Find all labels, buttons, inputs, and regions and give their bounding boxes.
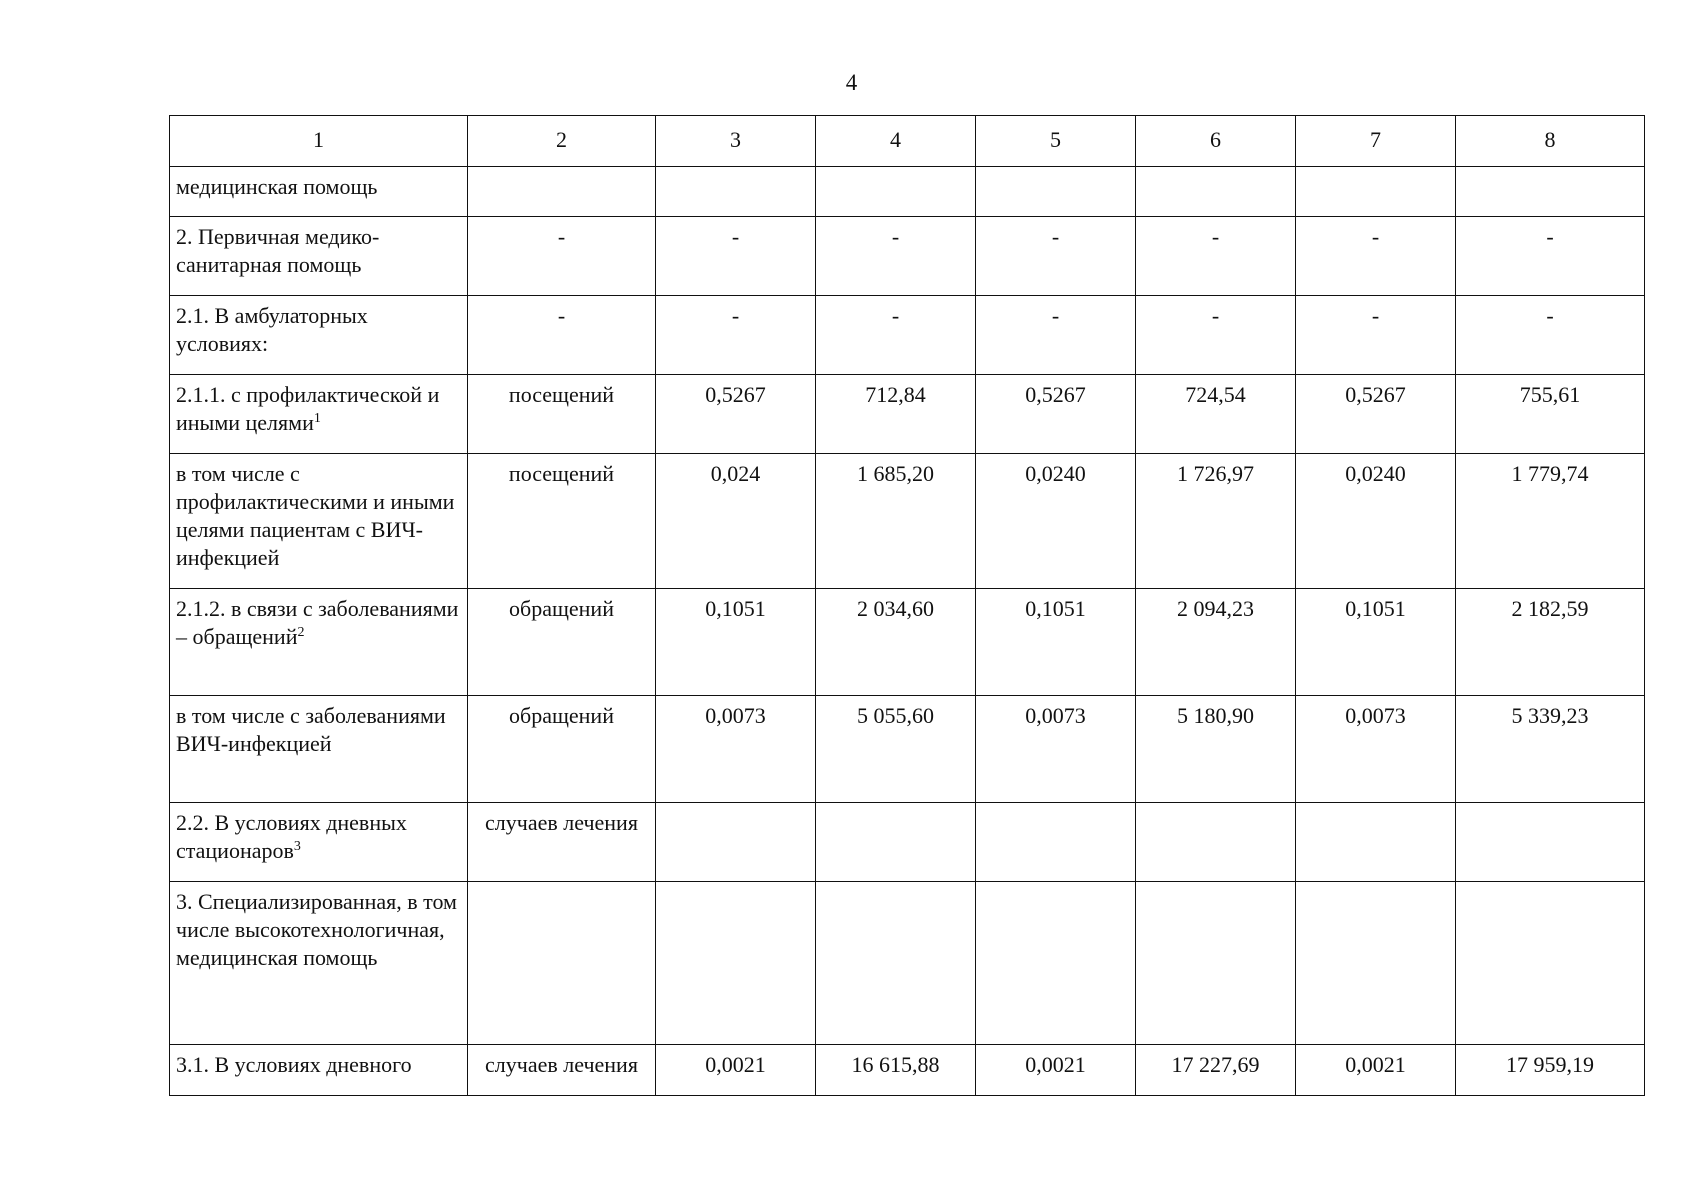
value-cell: 0,0021 <box>656 1045 816 1096</box>
value-cell: 0,1051 <box>1296 589 1456 696</box>
value-cell: - <box>976 296 1136 375</box>
value-cell: 16 615,88 <box>816 1045 976 1096</box>
value-cell: 1 779,74 <box>1456 454 1645 589</box>
unit-cell: обращений <box>468 589 656 696</box>
value-cell: 0,5267 <box>1296 375 1456 454</box>
value-cell: 724,54 <box>1136 375 1296 454</box>
row-label <box>170 296 468 375</box>
value-cell: 0,0021 <box>1296 1045 1456 1096</box>
table-row <box>170 454 1645 589</box>
table-row <box>170 167 1645 217</box>
row-label-text: в том числе с заболеваниями ВИЧ-инфекцией <box>176 703 446 756</box>
value-cell: 0,024 <box>656 454 816 589</box>
table-row <box>170 696 1645 803</box>
row-label <box>170 696 468 803</box>
table-row <box>170 217 1645 296</box>
row-label-text: 2.1.2. в связи с заболеваниями – обращений <box>176 596 459 649</box>
value-cell: 0,1051 <box>976 589 1136 696</box>
value-cell <box>656 803 816 882</box>
page-number: 4 <box>845 70 858 95</box>
value-cell <box>976 882 1136 1045</box>
value-cell: 0,5267 <box>656 375 816 454</box>
row-label-text: медицинская помощь <box>176 174 378 199</box>
value-cell: 5 339,23 <box>1456 696 1645 803</box>
unit-cell: обращений <box>468 696 656 803</box>
unit-cell: посещений <box>468 454 656 589</box>
value-cell: - <box>1456 296 1645 375</box>
value-cell <box>1296 167 1456 217</box>
value-cell: 0,1051 <box>656 589 816 696</box>
footnote-marker: 2 <box>297 625 305 640</box>
value-cell <box>816 167 976 217</box>
value-cell <box>816 803 976 882</box>
row-label <box>170 882 468 1045</box>
table-header-row <box>170 116 1645 167</box>
row-label-text: 3. Специализированная, в том числе высокотехнологичная, медицинская помощь <box>176 889 457 970</box>
value-cell: 0,0073 <box>1296 696 1456 803</box>
value-cell <box>1456 882 1645 1045</box>
value-cell <box>1456 167 1645 217</box>
table-row <box>170 589 1645 696</box>
unit-cell <box>468 882 656 1045</box>
value-cell: 17 227,69 <box>1136 1045 1296 1096</box>
row-label <box>170 217 468 296</box>
column-header: 6 <box>1136 116 1296 167</box>
value-cell: 5 055,60 <box>816 696 976 803</box>
table-row <box>170 375 1645 454</box>
value-cell: - <box>976 217 1136 296</box>
table-row <box>170 1045 1645 1096</box>
value-cell: - <box>816 296 976 375</box>
row-label <box>170 803 468 882</box>
column-header: 3 <box>656 116 816 167</box>
value-cell: - <box>816 217 976 296</box>
data-table <box>169 115 1645 1096</box>
row-label-text: в том числе с профилактическими и иными целями пациентам с ВИЧ-инфекцией <box>176 461 455 570</box>
value-cell: - <box>656 296 816 375</box>
value-cell: 0,0240 <box>976 454 1136 589</box>
value-cell <box>1296 803 1456 882</box>
column-header: 1 <box>170 116 468 167</box>
value-cell <box>1456 803 1645 882</box>
column-header: 2 <box>468 116 656 167</box>
row-label <box>170 167 468 217</box>
row-label-text: 3.1. В условиях дневного <box>176 1052 412 1077</box>
value-cell: 1 726,97 <box>1136 454 1296 589</box>
unit-cell: посещений <box>468 375 656 454</box>
value-cell <box>816 882 976 1045</box>
value-cell <box>1296 882 1456 1045</box>
footnote-marker: 3 <box>293 839 301 854</box>
row-label-text: 2.2. В условиях дневных стационаров <box>176 810 407 863</box>
value-cell: - <box>1136 217 1296 296</box>
value-cell <box>976 803 1136 882</box>
unit-cell: случаев лечения <box>468 1045 656 1096</box>
value-cell: 2 034,60 <box>816 589 976 696</box>
column-header: 8 <box>1456 116 1645 167</box>
row-label-text: 2. Первичная медико-санитарная помощь <box>176 224 380 277</box>
row-label <box>170 454 468 589</box>
value-cell: 0,0073 <box>656 696 816 803</box>
unit-cell <box>468 167 656 217</box>
row-label <box>170 589 468 696</box>
value-cell <box>1136 882 1296 1045</box>
value-cell: 1 685,20 <box>816 454 976 589</box>
unit-cell: - <box>468 296 656 375</box>
value-cell <box>1136 167 1296 217</box>
value-cell: 712,84 <box>816 375 976 454</box>
value-cell <box>976 167 1136 217</box>
value-cell: 17 959,19 <box>1456 1045 1645 1096</box>
value-cell: 0,0240 <box>1296 454 1456 589</box>
value-cell: 2 182,59 <box>1456 589 1645 696</box>
unit-cell: - <box>468 217 656 296</box>
table-row <box>170 296 1645 375</box>
row-label-text: 2.1.1. с профилактической и иными целями <box>176 382 440 435</box>
unit-cell: случаев лечения <box>468 803 656 882</box>
row-label <box>170 375 468 454</box>
value-cell <box>656 882 816 1045</box>
value-cell: 2 094,23 <box>1136 589 1296 696</box>
value-cell <box>656 167 816 217</box>
column-header: 4 <box>816 116 976 167</box>
table-row <box>170 803 1645 882</box>
value-cell: - <box>1296 217 1456 296</box>
column-header: 5 <box>976 116 1136 167</box>
value-cell: 5 180,90 <box>1136 696 1296 803</box>
value-cell: - <box>1136 296 1296 375</box>
value-cell <box>1136 803 1296 882</box>
row-label <box>170 1045 468 1096</box>
value-cell: - <box>1456 217 1645 296</box>
value-cell: 0,0021 <box>976 1045 1136 1096</box>
value-cell: - <box>656 217 816 296</box>
value-cell: 0,0073 <box>976 696 1136 803</box>
value-cell: 0,5267 <box>976 375 1136 454</box>
value-cell: 755,61 <box>1456 375 1645 454</box>
row-label-text: 2.1. В амбулаторных условиях: <box>176 303 368 356</box>
table-row <box>170 882 1645 1045</box>
value-cell: - <box>1296 296 1456 375</box>
column-header: 7 <box>1296 116 1456 167</box>
footnote-marker: 1 <box>313 411 321 426</box>
